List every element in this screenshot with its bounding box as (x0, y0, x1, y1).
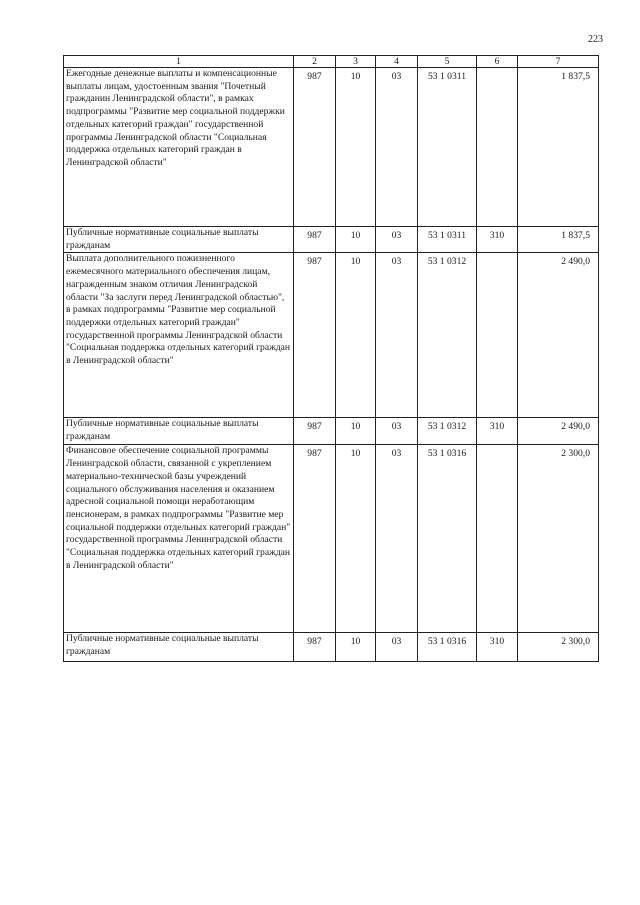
column-header-4: 4 (376, 56, 418, 68)
column-header-1: 1 (64, 56, 294, 68)
row-amount: 2 490,0 (518, 418, 599, 445)
row-subsection: 03 (376, 418, 418, 445)
row-amount: 1 837,5 (518, 68, 599, 227)
budget-table (63, 55, 599, 662)
column-header-5: 5 (418, 56, 477, 68)
row-admin-code: 987 (294, 633, 336, 662)
row-target-item: 53 1 0312 (418, 418, 477, 445)
row-expense-type: 310 (477, 227, 518, 253)
row-expense-type: 310 (477, 418, 518, 445)
row-section: 10 (336, 418, 376, 445)
row-admin-code: 987 (294, 445, 336, 633)
row-description: Публичные нормативные социальные выплаты гражданам (64, 227, 294, 253)
column-header-2: 2 (294, 56, 336, 68)
page-number: 223 (588, 34, 603, 45)
column-header-7: 7 (518, 56, 599, 68)
row-expense-type (477, 68, 518, 227)
header-row (64, 56, 599, 68)
table-row (64, 445, 599, 633)
row-expense-type (477, 445, 518, 633)
column-header-3: 3 (336, 56, 376, 68)
row-amount: 2 300,0 (518, 445, 599, 633)
row-section: 10 (336, 68, 376, 227)
row-expense-type (477, 253, 518, 418)
row-admin-code: 987 (294, 68, 336, 227)
row-section: 10 (336, 633, 376, 662)
row-description: Публичные нормативные социальные выплаты гражданам (64, 633, 294, 662)
row-target-item: 53 1 0311 (418, 68, 477, 227)
table-row (64, 253, 599, 418)
table-row (64, 68, 599, 227)
row-subsection: 03 (376, 253, 418, 418)
row-section: 10 (336, 227, 376, 253)
row-amount: 2 490,0 (518, 253, 599, 418)
row-admin-code: 987 (294, 418, 336, 445)
row-expense-type: 310 (477, 633, 518, 662)
row-target-item: 53 1 0316 (418, 633, 477, 662)
row-description: Выплата дополнительного пожизненного ежемесячного материального обеспечения лицам, награжденным знаком отличия Ленинградской области "За заслуги перед Ленинградской областью", в рамках подпрограммы "Развитие мер социальной поддержки отдельных категорий граждан" государственной программы Ленинградской области "Социальная поддержка отдельных категорий граждан в Ленинградской области" (64, 253, 294, 418)
row-admin-code: 987 (294, 227, 336, 253)
row-subsection: 03 (376, 68, 418, 227)
row-description: Финансовое обеспечение социальной программы Ленинградской области, связанной с укреплением материально-технической базы учреждений социального обслуживания населения и оказанием адресной социальной помощи неработающим пенсионерам, в рамках подпрограммы "Развитие мер социальной поддержки отдельных категорий граждан" государственной программы Ленинградской области "Социальная поддержка отдельных категорий граждан в Ленинградской области" (64, 445, 294, 633)
row-subsection: 03 (376, 445, 418, 633)
row-description: Публичные нормативные социальные выплаты гражданам (64, 418, 294, 445)
row-subsection: 03 (376, 633, 418, 662)
row-subsection: 03 (376, 227, 418, 253)
table-row (64, 633, 599, 662)
row-target-item: 53 1 0311 (418, 227, 477, 253)
row-target-item: 53 1 0316 (418, 445, 477, 633)
row-admin-code: 987 (294, 253, 336, 418)
row-section: 10 (336, 253, 376, 418)
table-row (64, 227, 599, 253)
row-amount: 1 837,5 (518, 227, 599, 253)
column-header-6: 6 (477, 56, 518, 68)
row-amount: 2 300,0 (518, 633, 599, 662)
row-description: Ежегодные денежные выплаты и компенсационные выплаты лицам, удостоенным звания "Почетный гражданин Ленинградской области", в рамках подпрограммы "Развитие мер социальной поддержки отдельных категорий граждан" государственной программы Ленинградской области "Социальная поддержка отдельных категорий граждан в Ленинградской области" (64, 68, 294, 227)
row-target-item: 53 1 0312 (418, 253, 477, 418)
table-row (64, 418, 599, 445)
row-section: 10 (336, 445, 376, 633)
